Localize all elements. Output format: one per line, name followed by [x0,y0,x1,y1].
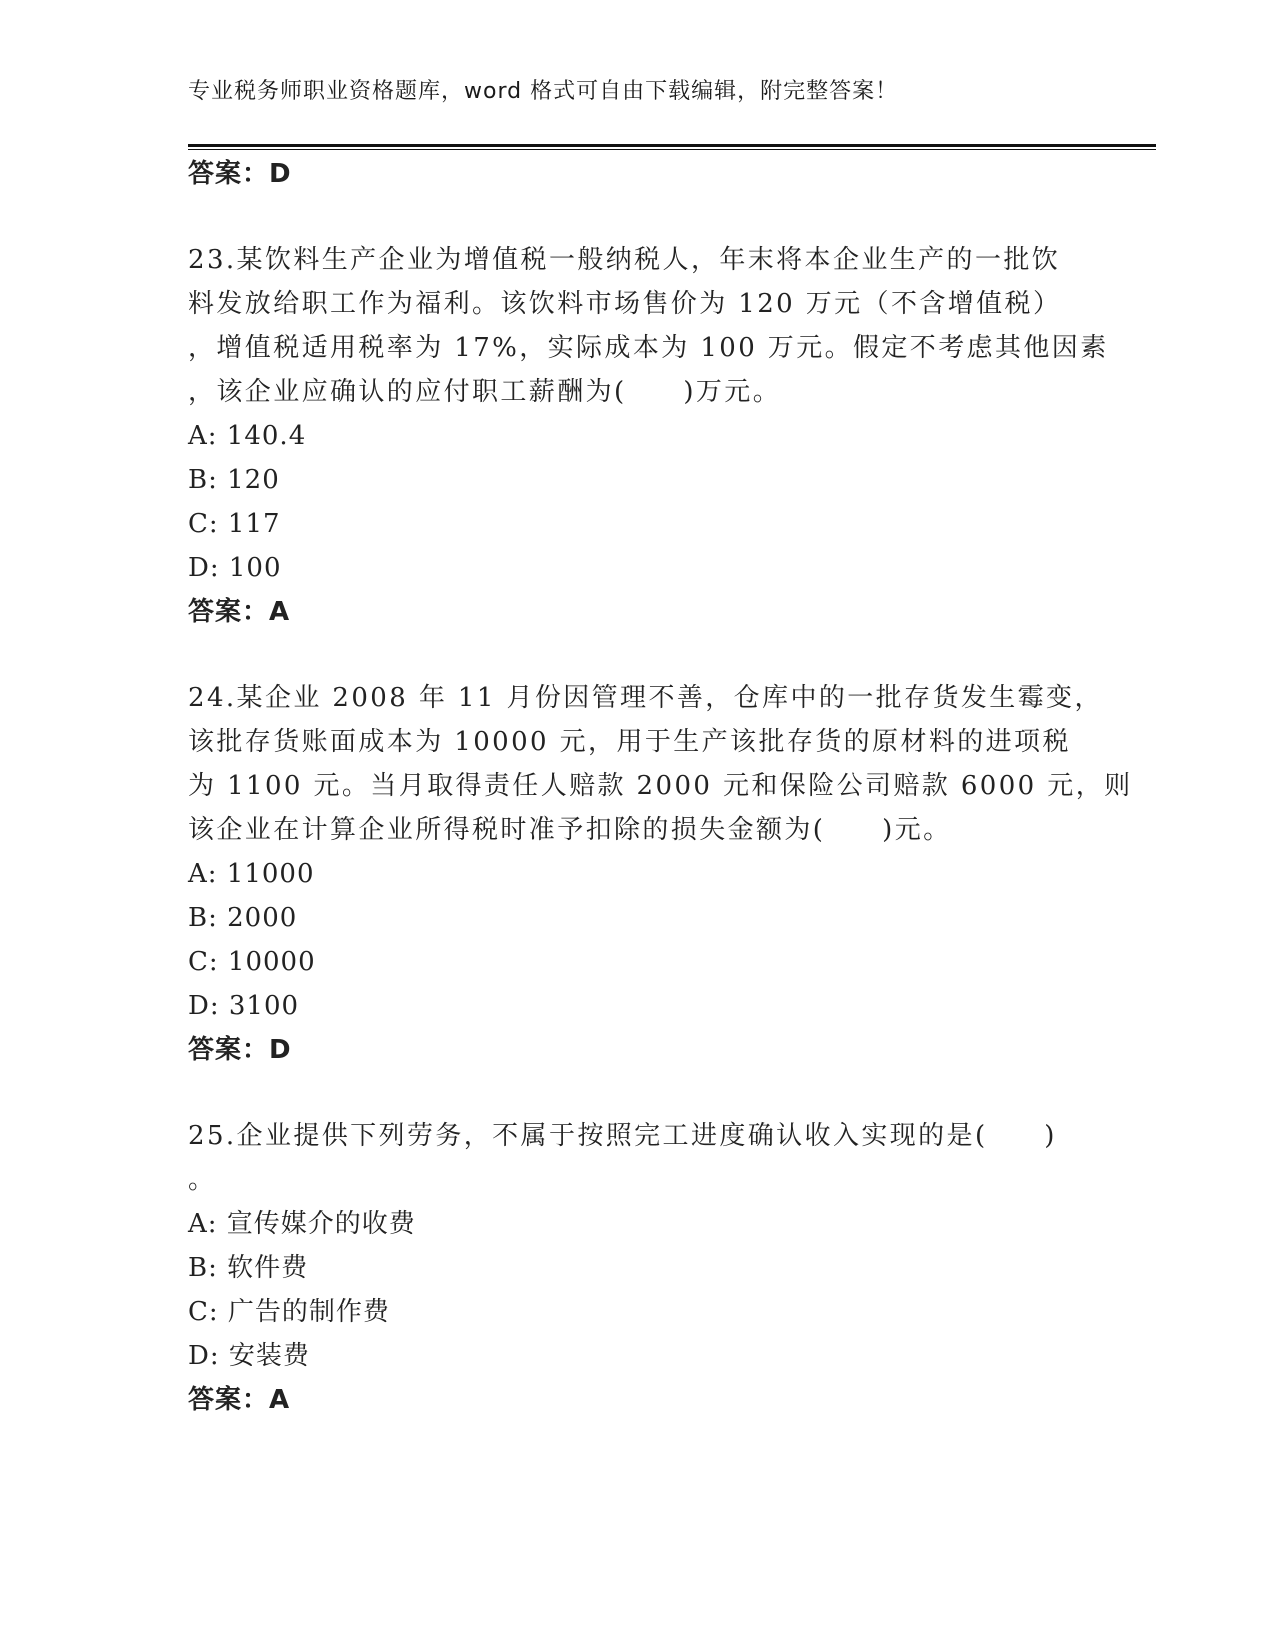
option-b: B: 软件费 [188,1253,309,1283]
option-a: A: 11000 [188,859,315,889]
question-stem-line: ，增值税适用税率为 17%，实际成本为 100 万元。假定不考虑其他因素 [188,333,1109,363]
question-stem-line: 。 [188,1165,217,1195]
option-a: A: 140.4 [188,421,307,451]
option-c: C: 10000 [188,947,316,977]
question-stem-line: 该企业在计算企业所得税时准予扣除的损失金额为( )元。 [188,815,952,845]
previous-answer: 答案：D [188,159,292,189]
option-b: B: 120 [188,465,280,495]
answer-line: 答案：A [188,1385,291,1415]
page-header-text: 专业税务师职业资格题库，word 格式可自由下载编辑，附完整答案！ [188,79,899,104]
option-c: C: 117 [188,509,281,539]
answer-line: 答案：A [188,597,291,627]
answer-line: 答案：D [188,1035,292,1065]
question-stem-line: 23.某饮料生产企业为增值税一般纳税人，年末将本企业生产的一批饮 [188,245,1061,275]
header-divider [188,144,1156,150]
question-stem-line: 24.某企业 2008 年 11 月份因管理不善，仓库中的一批存货发生霉变， [188,683,1103,713]
question-stem-line: ，该企业应确认的应付职工薪酬为( )万元。 [188,377,782,407]
question-stem-line: 料发放给职工作为福利。该饮料市场售价为 120 万元（不含增值税） [188,289,1062,319]
question-stem-line: 25.企业提供下列劳务，不属于按照完工进度确认收入实现的是( ) [188,1121,1057,1151]
option-d: D: 100 [188,553,282,583]
option-d: D: 3100 [188,991,300,1021]
option-d: D: 安装费 [188,1341,310,1371]
option-b: B: 2000 [188,903,298,933]
question-stem-line: 该批存货账面成本为 10000 元，用于生产该批存货的原材料的进项税 [188,727,1071,757]
option-c: C: 广告的制作费 [188,1297,390,1327]
option-a: A: 宣传媒介的收费 [188,1209,416,1239]
question-stem-line: 为 1100 元。当月取得责任人赔款 2000 元和保险公司赔款 6000 元，则 [188,771,1133,801]
